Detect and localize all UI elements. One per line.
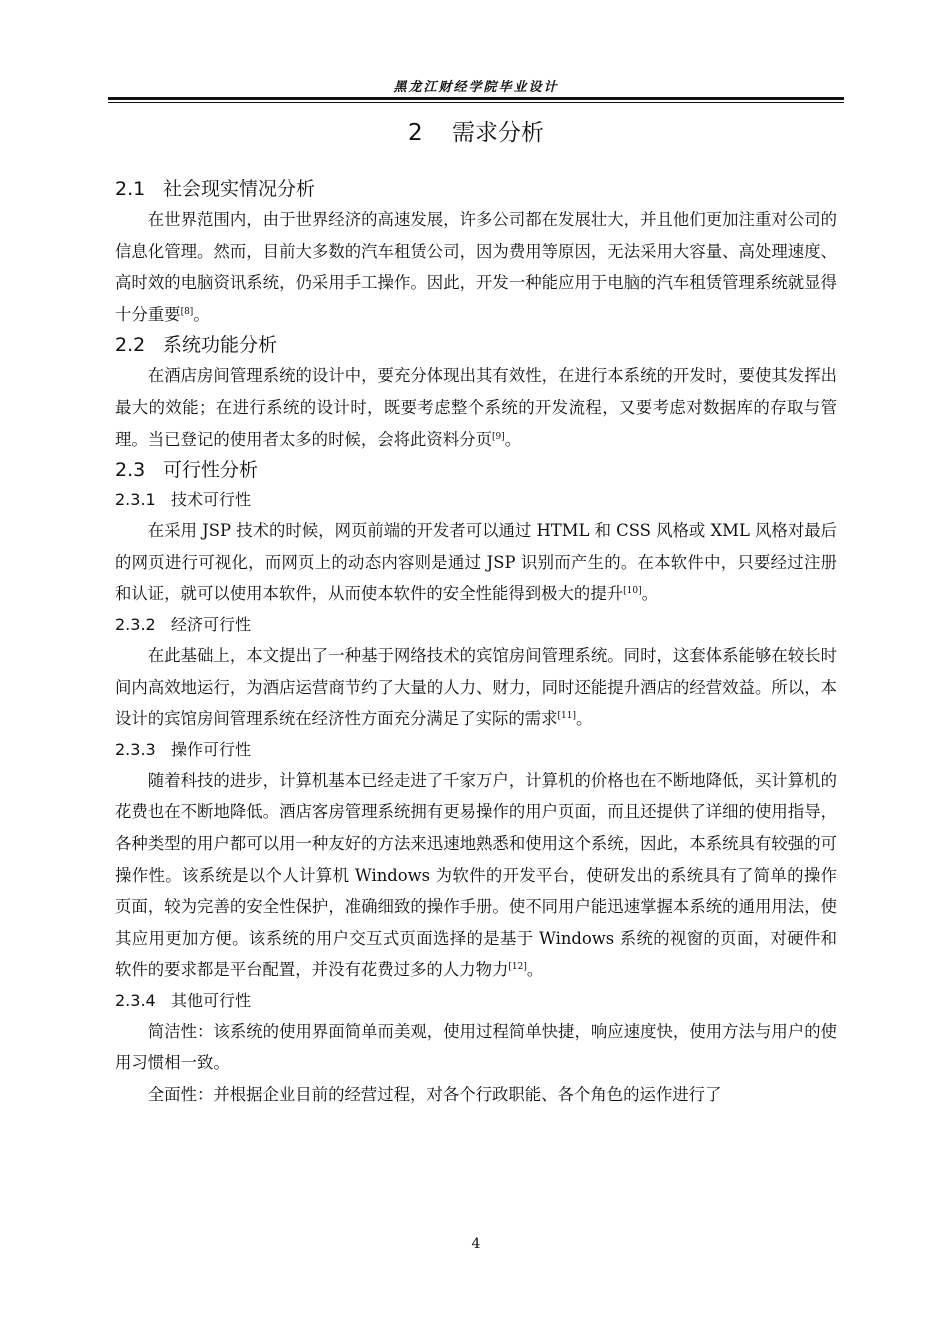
subsection-number: 2.3.4 xyxy=(115,990,156,1010)
subsection-heading-2-3-4 xyxy=(115,986,837,1016)
header-rule-thin xyxy=(108,102,844,103)
chapter-title-text: 需求分析 xyxy=(451,120,544,146)
section-heading-2-2 xyxy=(115,330,837,360)
paragraph-2-3-4-simplicity xyxy=(115,1016,837,1079)
paragraph-end: 。 xyxy=(576,709,593,729)
paragraph-text: 全面性：并根据企业目前的经营过程，对各个行政职能、各个角色的运作进行了 xyxy=(147,1085,722,1105)
chapter-number: 2 xyxy=(408,120,423,146)
paragraph-text: 在酒店房间管理系统的设计中，要充分体现出其有效性，在进行本系统的开发时，要使其发挥出最大的效能；在进行系统的设计时，既要考虑整个系统的开发流程，又要考虑对数据库的存取与管理。当已登记的使用者太多的时候，会将此资料分页 xyxy=(115,366,837,449)
citation-ref: [9] xyxy=(491,431,505,442)
chapter-title xyxy=(108,114,844,147)
section-heading-2-1 xyxy=(115,174,837,204)
paragraph-2-3-3 xyxy=(115,765,837,986)
subsection-title: 经济可行性 xyxy=(171,614,252,634)
paragraph-2-3-2 xyxy=(115,640,837,735)
paragraph-text: 随着科技的进步，计算机基本已经走进了千家万户，计算机的价格也在不断地降低，买计算机的花费也在不断地降低。酒店客房管理系统拥有更易操作的用户页面，而且还提供了详细的使用指导，各种类型的用户都可以用一种友好的方法来迅速地熟悉和使用这个系统，因此，本系统具有较强的可操作性。该系统是以个人计算机 Windows 为软件的开发平台，使研发出的系统具有了简单的操作页面，较为完善的安全性保护，准确细致的操作手册。使不同用户能迅速掌握本系统的通用用法，使其应用更加方便。该系统的用户交互式页面选择的是基于 Windows 系统的视窗的页面，对硬件和软件的要求都是平台配置，并没有花费过多的人力物力 xyxy=(115,770,837,980)
paragraph-2-3-1 xyxy=(115,515,837,610)
paragraph-2-3-4-completeness xyxy=(115,1079,837,1111)
paragraph-end: 。 xyxy=(526,960,544,980)
paragraph-text: 在世界范围内，由于世界经济的高速发展，许多公司都在发展壮大，并且他们更加注重对公司的信息化管理。然而，目前大多数的汽车租赁公司，因为费用等原因，无法采用大容量、高处理速度、高时效的电脑资讯系统，仍采用手工操作。因此，开发一种能应用于电脑的汽车租赁管理系统就显得十分重要 xyxy=(115,210,837,324)
section-number: 2.2 xyxy=(115,334,146,357)
section-heading-2-3 xyxy=(115,455,837,485)
subsection-heading-2-3-1 xyxy=(115,485,837,515)
subsection-heading-2-3-2 xyxy=(115,610,837,640)
section-number: 2.1 xyxy=(115,178,146,200)
section-title: 可行性分析 xyxy=(163,459,259,482)
paragraph-text: 简洁性：该系统的使用界面简单而美观，使用过程简单快捷，响应速度快，使用方法与用户的使用习惯相一致。 xyxy=(115,1021,837,1073)
subsection-number: 2.3.3 xyxy=(115,739,156,759)
paragraph-end: 。 xyxy=(641,584,658,604)
paragraph-text: 在此基础上，本文提出了一种基于网络技术的宾馆房间管理系统。同时，这套体系能够在较长时间内高效地运行，为酒店运营商节约了大量的人力、财力，同时还能提升酒店的经营效益。所以，本设计的宾馆房间管理系统在经济性方面充分满足了实际的需求 xyxy=(115,645,837,729)
citation-ref: [12] xyxy=(508,962,527,973)
citation-ref: [8] xyxy=(180,306,194,317)
paragraph-end: 。 xyxy=(193,304,210,324)
subsection-title: 技术可行性 xyxy=(171,490,252,510)
paragraph-text: 在采用 JSP 技术的时候，网页前端的开发者可以通过 HTML 和 CSS 风格或 XML 风格对最后的网页进行可视化，而网页上的动态内容则是通过 JSP 识别而产生的。在本软件中，只要经过注册和认证，就可以使用本软件，从而使本软件的安全性能得到极大的提升 xyxy=(115,521,837,604)
subsection-title: 操作可行性 xyxy=(171,739,252,759)
paragraph-2-2 xyxy=(115,360,837,455)
running-header: 黑龙江财经学院毕业设计 xyxy=(393,80,559,95)
section-title: 社会现实情况分析 xyxy=(163,178,316,200)
subsection-number: 2.3.1 xyxy=(115,490,156,510)
subsection-number: 2.3.2 xyxy=(115,614,156,634)
section-number: 2.3 xyxy=(115,459,146,482)
page-number: 4 xyxy=(471,1236,481,1252)
subsection-heading-2-3-3 xyxy=(115,735,837,765)
header-rule-thick xyxy=(108,97,844,100)
subsection-title: 其他可行性 xyxy=(171,990,252,1010)
citation-ref: [11] xyxy=(557,711,577,722)
paragraph-end: 。 xyxy=(504,429,522,449)
section-title: 系统功能分析 xyxy=(163,334,278,357)
body-content xyxy=(115,174,837,1111)
citation-ref: [10] xyxy=(623,586,642,597)
paragraph-2-1 xyxy=(115,204,837,330)
